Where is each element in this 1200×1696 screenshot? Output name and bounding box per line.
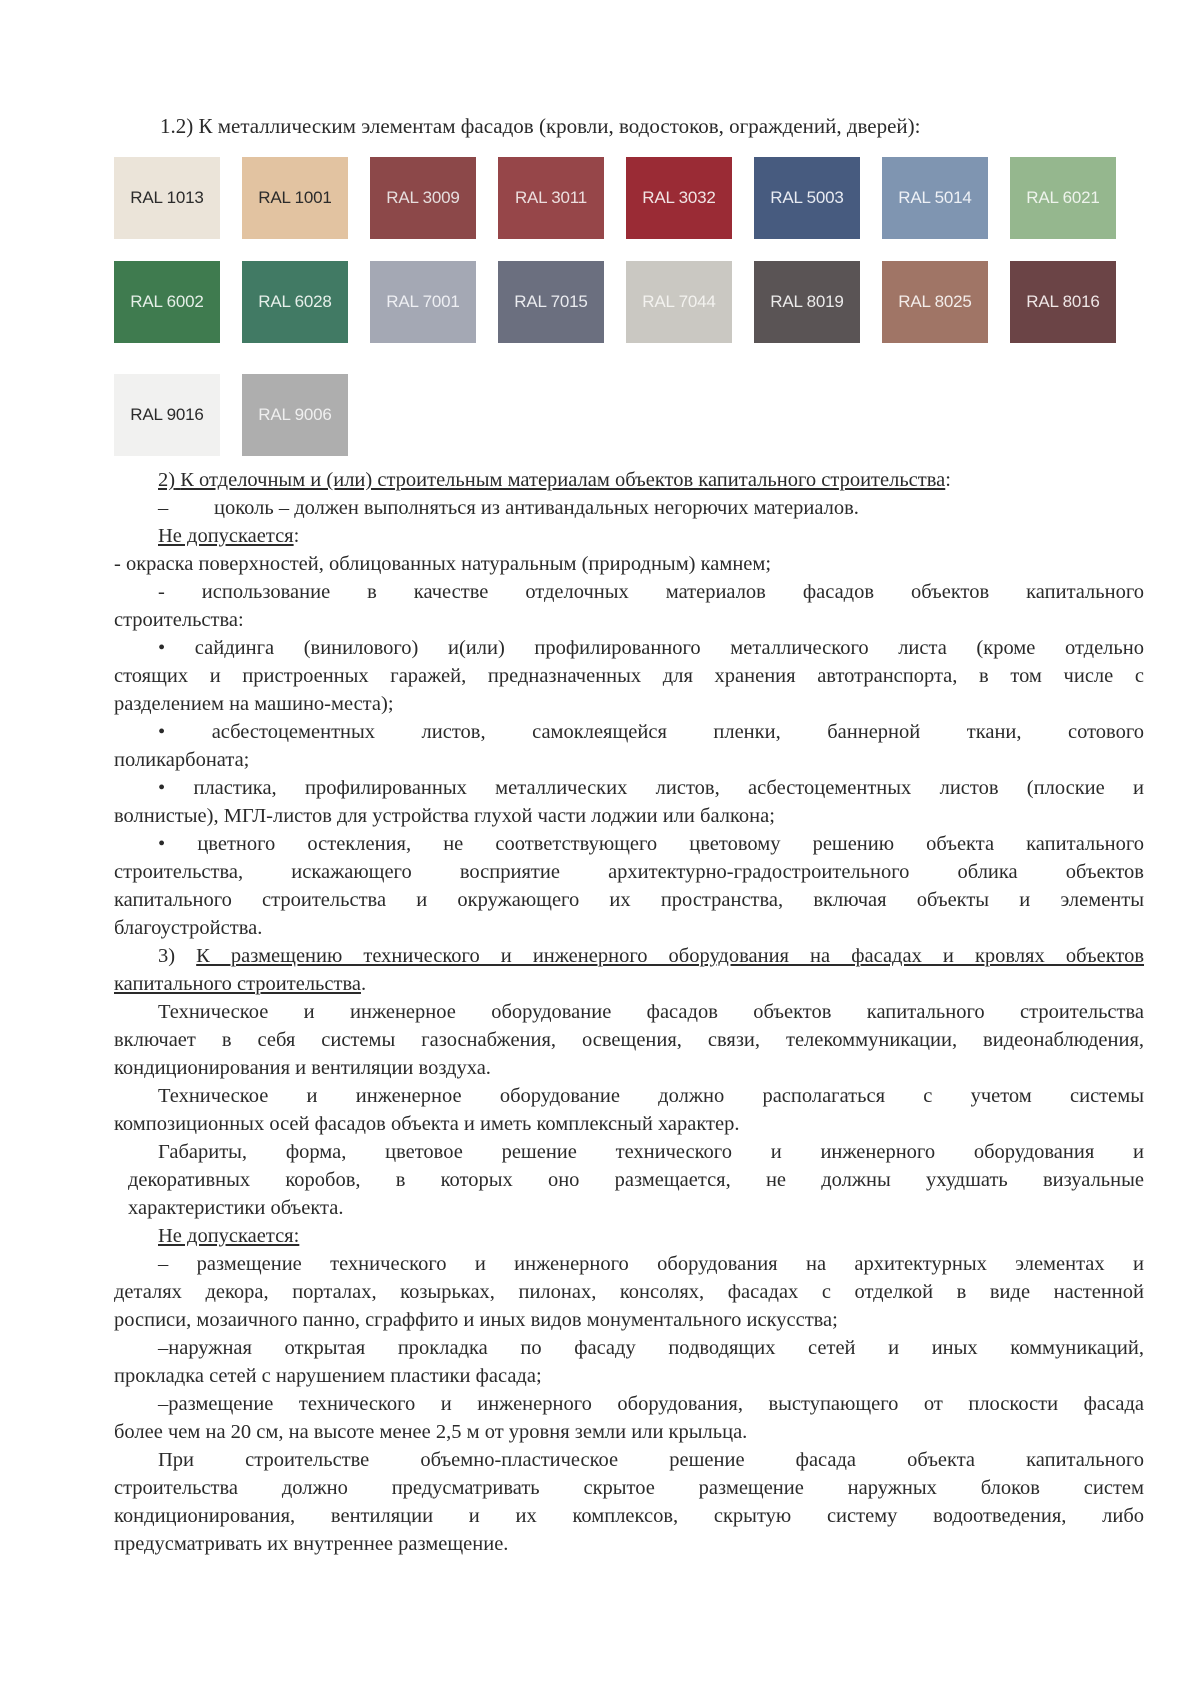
ral-swatch-label: RAL 9006 [258, 405, 332, 424]
ral-swatch [626, 261, 732, 343]
n1-line-3: росписи, мозаичного панно, сграффито и иных видов монументального искусства; [114, 1309, 838, 1331]
not-allowed-colon: : [293, 525, 300, 547]
bullet-3-line-2: волнистые), МГЛ-листов для устройства глухой части лоджии или балкона; [114, 805, 775, 827]
section-2-title: К отделочным и (или) строительным материалам объектов капитального строительства [180, 469, 946, 491]
ral-swatch [114, 374, 220, 456]
bullet-icon: • [158, 833, 166, 855]
ral-swatch-label: RAL 6002 [130, 292, 204, 311]
n1-line-2: деталях декора, порталах, козырьках, пилонах, консолях, фасадах с отделкой в виде настенной [114, 1281, 1144, 1303]
section-3-title-1: К размещению технического и инженерного оборудования на фасадах и кровлях объектов [196, 945, 1145, 967]
p4-line-3: кондиционирования, вентиляции и их комплексов, скрытую систему водоотведения, либо [114, 1505, 1144, 1527]
not-allowed-text-2: Не допускается: [158, 1225, 300, 1247]
n3-line-1: –размещение технического и инженерного оборудования, выступающего от плоскости фасада [158, 1393, 1144, 1415]
p3-line-3: характеристики объекта. [128, 1197, 344, 1219]
ral-swatch [882, 157, 988, 239]
ral-swatch-label: RAL 5003 [770, 188, 844, 207]
bullet-2-line-2: поликарбоната; [114, 749, 250, 771]
ral-swatch [1010, 261, 1116, 343]
ral-swatch-label: RAL 8016 [1026, 292, 1100, 311]
ral-swatch-label: RAL 7001 [386, 292, 460, 311]
n2-line-1: –наружная открытая прокладка по фасаду подводящих сетей и иных коммуникаций, [158, 1337, 1144, 1359]
ral-swatch-label: RAL 3032 [642, 188, 716, 207]
ral-swatch-label: RAL 6028 [258, 292, 332, 311]
not-allowed-text: Не допускается [158, 525, 294, 547]
ral-swatch [498, 261, 604, 343]
section-2-colon: : [945, 469, 951, 491]
bullet-4-line-3: капитального строительства и окружающего их пространства, включая объекты и элементы [114, 889, 1144, 911]
p4-line-1: При строительстве объемно-пластическое решение фасада объекта капитального [158, 1449, 1144, 1471]
section-2 [114, 466, 1144, 942]
section-3 [114, 942, 1144, 1558]
plinth-line [114, 494, 1144, 522]
p4-line-2: строительства должно предусматривать скрытое размещение наружных блоков систем [114, 1477, 1144, 1499]
section-2-heading [114, 466, 1144, 494]
ral-swatch [114, 157, 220, 239]
section-3-title-end: . [360, 973, 367, 995]
ral-swatch [242, 374, 348, 456]
p1-line-3: кондиционирования и вентиляции воздуха. [114, 1057, 491, 1079]
bullet-2-line-1 [114, 718, 1144, 746]
item-1: - окраска поверхностей, облицованных натуральным (природным) камнем; [114, 553, 772, 575]
section-3-title-2: капитального строительства [114, 973, 361, 995]
section-1-2-heading: 1.2) К металлическим элементам фасадов (кровли, водостоков, ограждений, дверей): [160, 114, 921, 138]
item-2-line-2: строительства: [114, 609, 244, 631]
n2-line-2: прокладка сетей с нарушением пластики фасада; [114, 1365, 542, 1387]
ral-swatch [242, 157, 348, 239]
bullet-4-line-1 [114, 830, 1144, 858]
ral-swatch-label: RAL 8025 [898, 292, 972, 311]
p2-line-1: Техническое и инженерное оборудование должно располагаться с учетом системы [158, 1085, 1144, 1107]
section-3-heading-line-1 [114, 942, 1144, 970]
bullet-icon: • [158, 777, 166, 799]
ral-swatch-label: RAL 8019 [770, 292, 844, 311]
bullet-1-line-2: стоящих и пристроенных гаражей, предназначенных для хранения автотранспорта, в том числе с [114, 665, 1144, 687]
p2-line-2: композиционных осей фасадов объекта и иметь комплексный характер. [114, 1113, 740, 1135]
p3-line-2: декоративных коробов, в которых оно размещается, не должны ухудшать визуальные [128, 1169, 1144, 1191]
not-allowed-label-2 [114, 1222, 1144, 1250]
ral-swatch [626, 157, 732, 239]
ral-swatch-label: RAL 5014 [898, 188, 972, 207]
ral-swatch [754, 157, 860, 239]
ral-swatch-label: RAL 1013 [130, 188, 204, 207]
section-3-heading-line-2 [114, 970, 1144, 998]
bullet-4-line-2: строительства, искажающего восприятие архитектурно-градостроительного облика объектов [114, 861, 1144, 883]
ral-swatch [242, 261, 348, 343]
ral-swatch [882, 261, 988, 343]
n3-line-2: более чем на 20 см, на высоте менее 2,5 м от уровня земли или крыльца. [114, 1421, 748, 1443]
ral-swatch [498, 157, 604, 239]
dash-marker: – [158, 497, 169, 519]
not-allowed-label [114, 522, 1144, 550]
n1-line-1: – размещение технического и инженерного оборудования на архитектурных элементах и [158, 1253, 1144, 1275]
ral-swatch-label: RAL 9016 [130, 405, 204, 424]
ral-swatch-label: RAL 6021 [1026, 188, 1100, 207]
bullet-icon: • [158, 721, 166, 743]
ral-swatch [754, 261, 860, 343]
p3-line-1: Габариты, форма, цветовое решение технического и инженерного оборудования и [158, 1141, 1144, 1163]
ral-swatch-label: RAL 3011 [514, 188, 588, 207]
ral-swatch [114, 261, 220, 343]
ral-swatch [370, 157, 476, 239]
ral-swatch-label: RAL 1001 [258, 188, 332, 207]
bullet-1-line-1 [114, 634, 1144, 662]
bullet-3-line-1 [114, 774, 1144, 802]
bullet-3-text: пластика, профилированных металлических листов, асбестоцементных листов (плоские и [193, 777, 1144, 799]
bullet-4-line-4: благоустройства. [114, 917, 263, 939]
bullet-icon: • [158, 637, 166, 659]
ral-swatch [1010, 157, 1116, 239]
ral-swatch-label: RAL 7044 [642, 292, 716, 311]
item-2-line-1: - использование в качестве отделочных материалов фасадов объектов капитального [158, 581, 1144, 603]
bullet-1-text: сайдинга (винилового) и(или) профилированного металлического листа (кроме отдельно [194, 637, 1144, 659]
p1-line-1: Техническое и инженерное оборудование фасадов объектов капитального строительства [158, 1001, 1144, 1023]
ral-swatch-label: RAL 7015 [514, 292, 588, 311]
p4-line-4: предусматривать их внутреннее размещение. [114, 1533, 509, 1555]
section-3-number: 3) [158, 945, 176, 967]
bullet-4-text: цветного остекления, не соответствующего цветовому решению объекта капитального [197, 833, 1145, 855]
ral-swatch [370, 261, 476, 343]
p1-line-2: включает в себя системы газоснабжения, освещения, связи, телекоммуникации, видеонаблюдения, [114, 1029, 1144, 1051]
bullet-1-line-3: разделением на машино-места); [114, 693, 394, 715]
bullet-2-text: асбестоцементных листов, самоклеящейся пленки, баннерной ткани, сотового [211, 721, 1144, 743]
ral-swatch-label: RAL 3009 [386, 188, 460, 207]
plinth-text: цоколь – должен выполняться из антивандальных негорючих материалов. [214, 497, 859, 519]
section-2-number: 2) [158, 469, 176, 491]
